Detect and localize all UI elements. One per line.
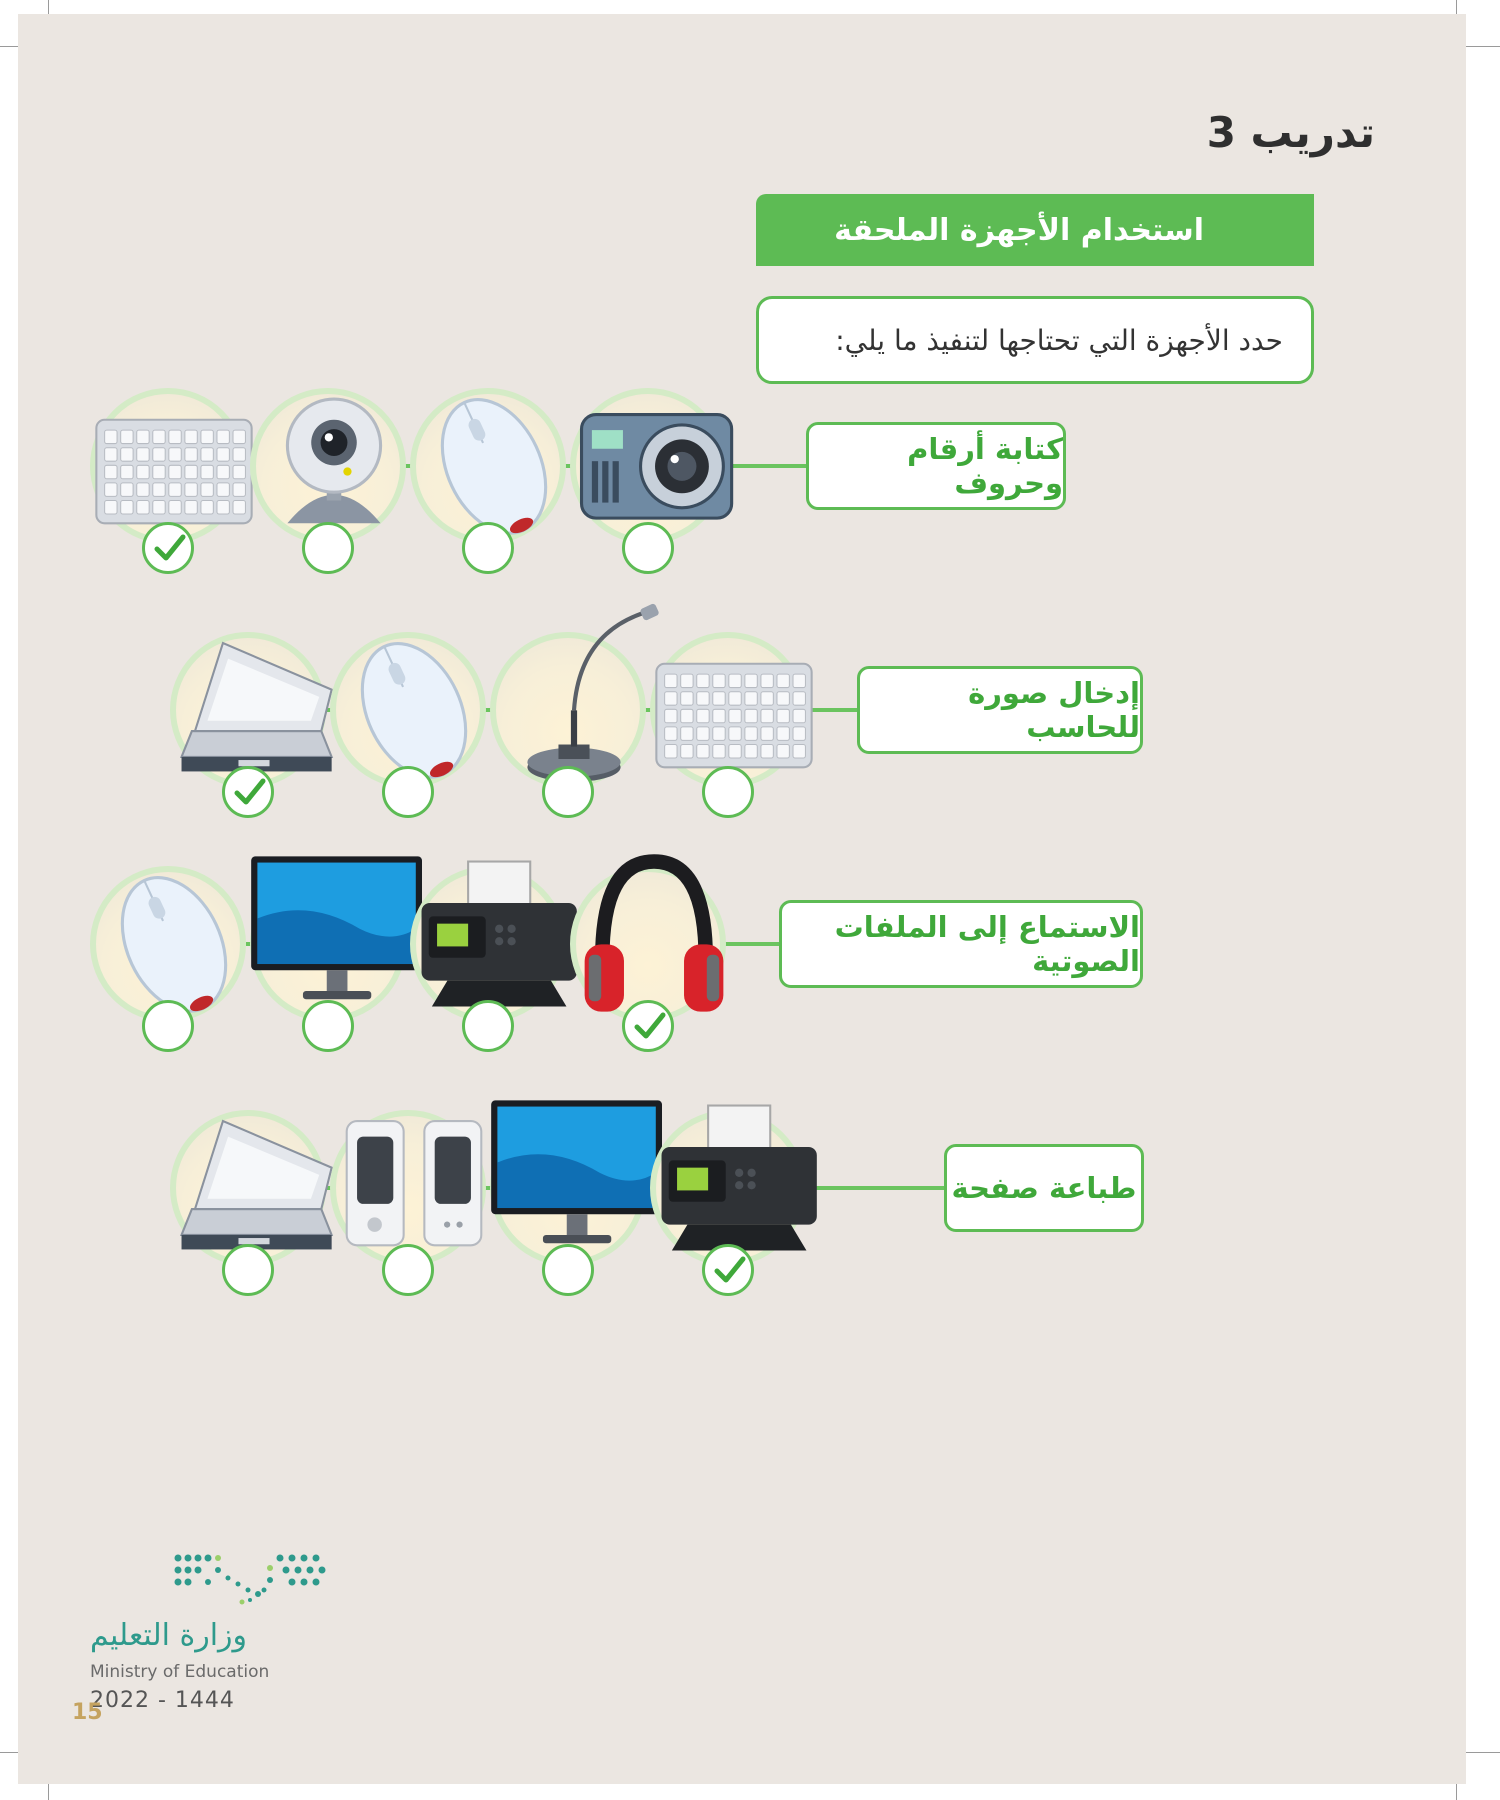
mouse-icon bbox=[326, 610, 502, 790]
device-checkbox[interactable] bbox=[462, 522, 514, 574]
device-checkbox[interactable] bbox=[702, 766, 754, 818]
camera-icon bbox=[566, 366, 742, 546]
check-icon bbox=[149, 527, 189, 567]
page-number: 15 bbox=[72, 1700, 103, 1725]
scanner-icon bbox=[166, 610, 342, 790]
webcam-icon bbox=[246, 366, 422, 546]
device-checkbox[interactable] bbox=[302, 522, 354, 574]
device-option-camera bbox=[570, 388, 726, 544]
exercise-title: تدريب 3 bbox=[1206, 108, 1375, 157]
check-icon bbox=[629, 1005, 669, 1045]
device-option-monitor bbox=[490, 1110, 646, 1266]
device-option-webcam bbox=[250, 388, 406, 544]
device-checkbox[interactable] bbox=[382, 766, 434, 818]
device-option-speakers bbox=[330, 1110, 486, 1266]
device-option-headphones bbox=[570, 866, 726, 1022]
ministry-logo-icon bbox=[170, 1550, 330, 1610]
task-label: طباعة صفحة bbox=[944, 1144, 1144, 1232]
device-option-printer bbox=[650, 1110, 806, 1266]
device-checkbox[interactable] bbox=[622, 1000, 674, 1052]
device-checkbox[interactable] bbox=[302, 1000, 354, 1052]
device-checkbox[interactable] bbox=[622, 522, 674, 574]
device-option-monitor bbox=[250, 866, 406, 1022]
ministry-name-en: Ministry of Education bbox=[90, 1662, 270, 1682]
check-icon bbox=[229, 771, 269, 811]
device-option-microphone bbox=[490, 632, 646, 788]
mouse-icon bbox=[406, 366, 582, 546]
ministry-name-ar: وزارة التعليم bbox=[90, 1618, 248, 1653]
printer-icon bbox=[646, 1088, 822, 1268]
instruction-box: حدد الأجهزة التي تحتاجها لتنفيذ ما يلي: bbox=[756, 296, 1314, 384]
device-option-mouse bbox=[410, 388, 566, 544]
keyboard-icon bbox=[86, 366, 262, 546]
scanner-icon bbox=[166, 1088, 342, 1268]
mouse-icon bbox=[86, 844, 262, 1024]
device-option-scanner bbox=[170, 632, 326, 788]
monitor-icon bbox=[486, 1088, 662, 1268]
academic-year: 2022 - 1444 bbox=[90, 1688, 235, 1713]
device-option-scanner bbox=[170, 1110, 326, 1266]
task-label: كتابة أرقام وحروف bbox=[806, 422, 1066, 510]
keyboard-icon bbox=[646, 610, 822, 790]
task-label: الاستماع إلى الملفات الصوتية bbox=[779, 900, 1143, 988]
device-option-mouse bbox=[330, 632, 486, 788]
device-option-mouse bbox=[90, 866, 246, 1022]
headphones-icon bbox=[566, 844, 742, 1024]
device-checkbox[interactable] bbox=[222, 766, 274, 818]
microphone-icon bbox=[486, 610, 662, 790]
device-checkbox[interactable] bbox=[142, 522, 194, 574]
device-option-keyboard bbox=[90, 388, 246, 544]
device-checkbox[interactable] bbox=[462, 1000, 514, 1052]
check-icon bbox=[709, 1249, 749, 1289]
section-banner: استخدام الأجهزة الملحقة bbox=[756, 194, 1314, 266]
device-checkbox[interactable] bbox=[222, 1244, 274, 1296]
device-checkbox[interactable] bbox=[142, 1000, 194, 1052]
device-option-keyboard bbox=[650, 632, 806, 788]
device-checkbox[interactable] bbox=[542, 766, 594, 818]
monitor-icon bbox=[246, 844, 422, 1024]
device-checkbox[interactable] bbox=[382, 1244, 434, 1296]
device-checkbox[interactable] bbox=[702, 1244, 754, 1296]
device-checkbox[interactable] bbox=[542, 1244, 594, 1296]
printer-icon bbox=[406, 844, 582, 1024]
device-option-printer bbox=[410, 866, 566, 1022]
speakers-icon bbox=[326, 1088, 502, 1268]
task-label: إدخال صورة للحاسب bbox=[857, 666, 1143, 754]
